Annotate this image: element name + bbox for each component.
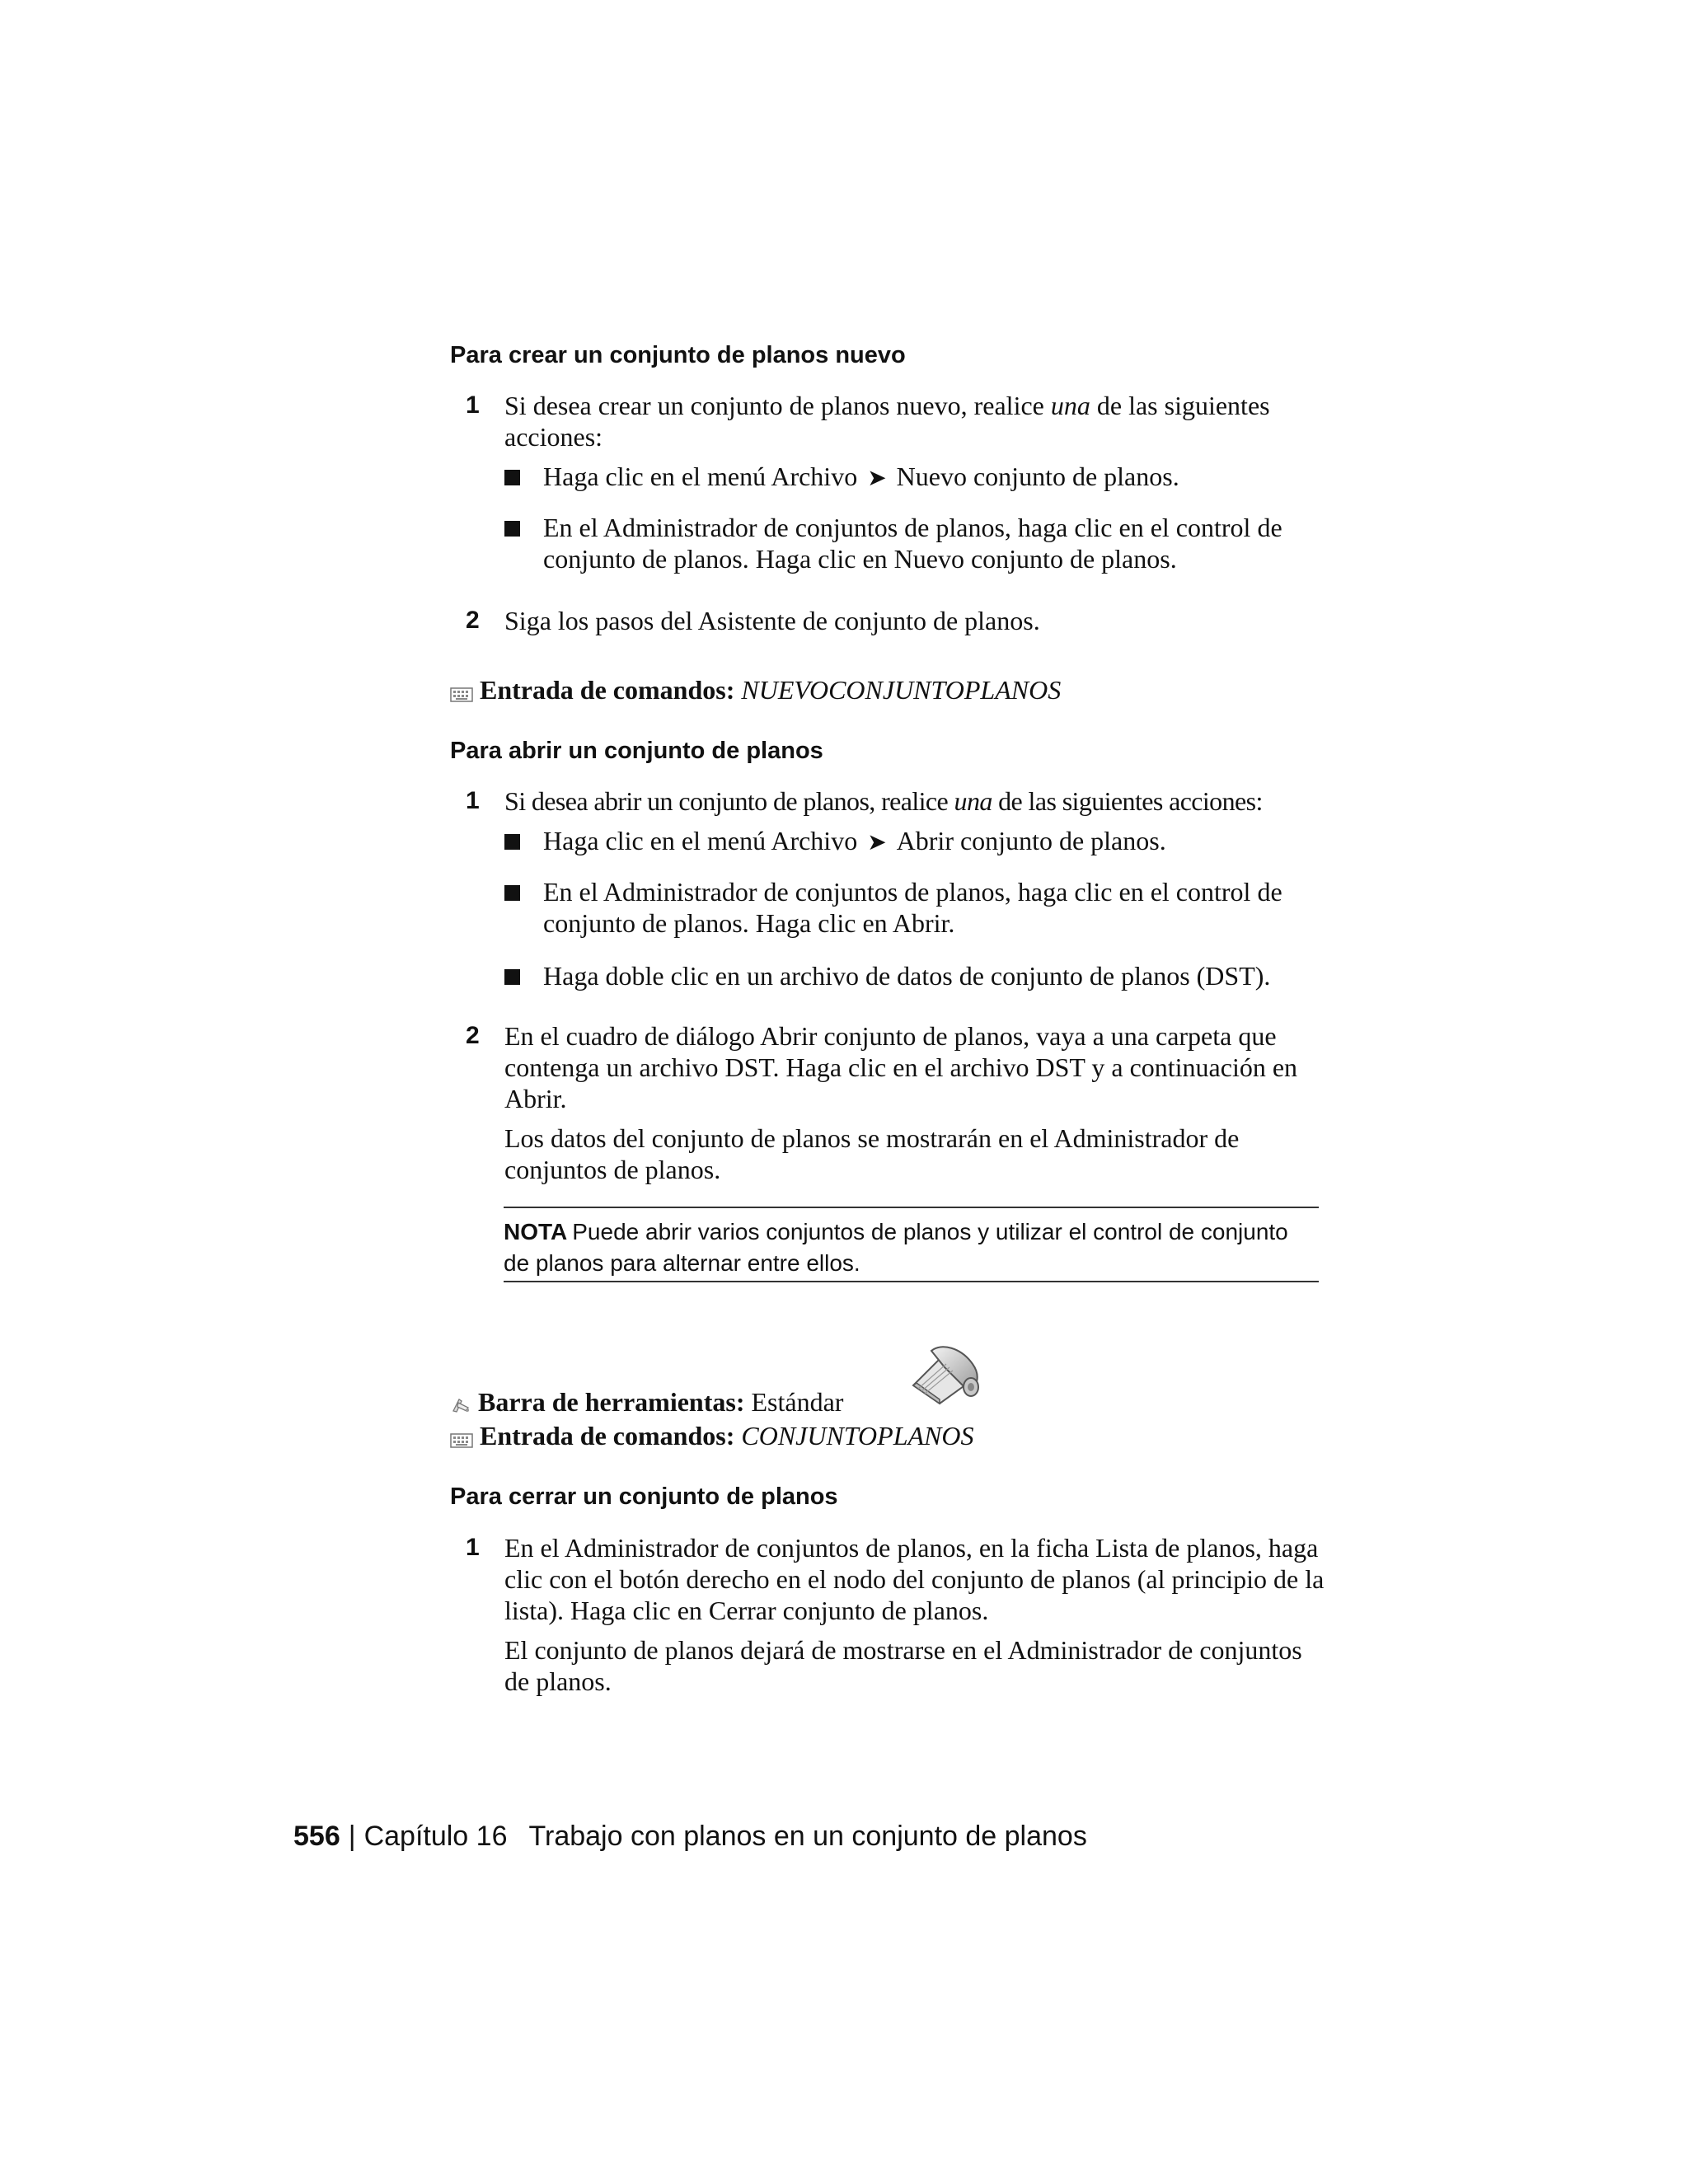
note-box [504,1207,1319,1282]
step-number: 2 [466,1022,480,1049]
step-number: 1 [466,1534,480,1561]
step-text-part: Si desea crear un conjunto de planos nuevo, realice [504,391,1051,420]
step-text: En el cuadro de diálogo Abrir conjunto de planos, vaya a una carpeta que contenga un archivo DST. Haga clic en el archivo DST y a continuación en Abrir. [504,1021,1303,1113]
step-result-text: Los datos del conjunto de planos se mostrarán en el Administrador de conjuntos de planos. [504,1123,1246,1184]
command-entry-line [450,1419,973,1455]
footer-separator: | [348,1821,356,1852]
command-name: NUEVOCONJUNTOPLANOS [741,675,1062,705]
bullet-text-part: Haga clic en el menú Archivo [543,826,858,855]
command-entry-line [450,673,1061,710]
bullet-text [543,461,1334,494]
step-text-emphasis: una [954,786,992,816]
bullet-square-icon [504,470,520,485]
page-footer [293,1818,1087,1854]
step-text-part: Si desea abrir un conjunto de planos, realice [504,786,954,816]
bullet-text-part: Nuevo conjunto de planos. [896,462,1179,491]
toolbar-icon [450,1389,471,1422]
keyboard-icon [450,1422,473,1455]
step-number: 1 [466,391,480,419]
step-text: Siga los pasos del Asistente de conjunto de planos. [504,606,1040,635]
page-number: 556 [293,1821,340,1852]
keyboard-icon [450,677,473,710]
heading-create-sheet-set: Para crear un conjunto de planos nuevo [450,342,906,368]
bullet-text: Haga doble clic en un archivo de datos de conjunto de planos (DST). [543,961,1271,991]
bullet-square-icon [504,521,520,537]
step-text [504,785,1333,817]
note-text: Puede abrir varios conjuntos de planos y utilizar el control de conjunto de planos para alternar entre ellos. [504,1219,1288,1276]
command-entry-label: Entrada de comandos: [480,675,735,705]
heading-close-sheet-set: Para cerrar un conjunto de planos [450,1483,838,1510]
step-text-part: de las siguientes acciones: [992,786,1263,816]
step-text-emphasis: una [1050,391,1090,420]
command-name: CONJUNTOPLANOS [741,1421,974,1451]
bullet-text-part: Haga clic en el menú Archivo [543,462,858,491]
step-text-part: de las siguientes acciones: [504,391,1277,452]
step-result-text: El conjunto de planos dejará de mostrarse en el Administrador de conjuntos de planos. [504,1635,1309,1696]
toolbar-label: Barra de herramientas: [478,1387,745,1417]
sheet-set-icon [907,1339,985,1405]
step-number: 1 [466,787,480,814]
bullet-text-part: Abrir conjunto de planos. [896,826,1166,855]
step-text: En el Administrador de conjuntos de planos, en la ficha Lista de planos, haga clic con el botón derecho en el nodo del conjunto de planos (al principio de la lista). Haga clic en Cerrar conjunto de planos. [504,1533,1331,1625]
sheet-set-toolbar-button[interactable] [907,1339,985,1405]
note-label: NOTA [504,1219,568,1244]
chapter-label: Capítulo 16 [363,1821,508,1852]
bullet-text: En el Administrador de conjuntos de planos, haga clic en el control de conjunto de planos. Haga clic en Nuevo conjunto de planos. [543,513,1282,574]
menu-arrow-icon: ➤ [867,828,887,855]
heading-open-sheet-set: Para abrir un conjunto de planos [450,738,823,764]
step-number: 2 [466,607,480,634]
bullet-text: En el Administrador de conjuntos de planos, haga clic en el control de conjunto de planos. Haga clic en Abrir. [543,877,1282,938]
bullet-text [543,825,1334,858]
chapter-title: Trabajo con planos en un conjunto de planos [528,1821,1087,1852]
toolbar-line [450,1385,843,1422]
menu-arrow-icon: ➤ [867,464,887,491]
step-text [504,390,1333,452]
bullet-square-icon [504,885,520,901]
toolbar-name: Estándar [751,1387,844,1417]
bullet-square-icon [504,834,520,850]
bullet-square-icon [504,969,520,985]
command-entry-label: Entrada de comandos: [480,1421,735,1451]
